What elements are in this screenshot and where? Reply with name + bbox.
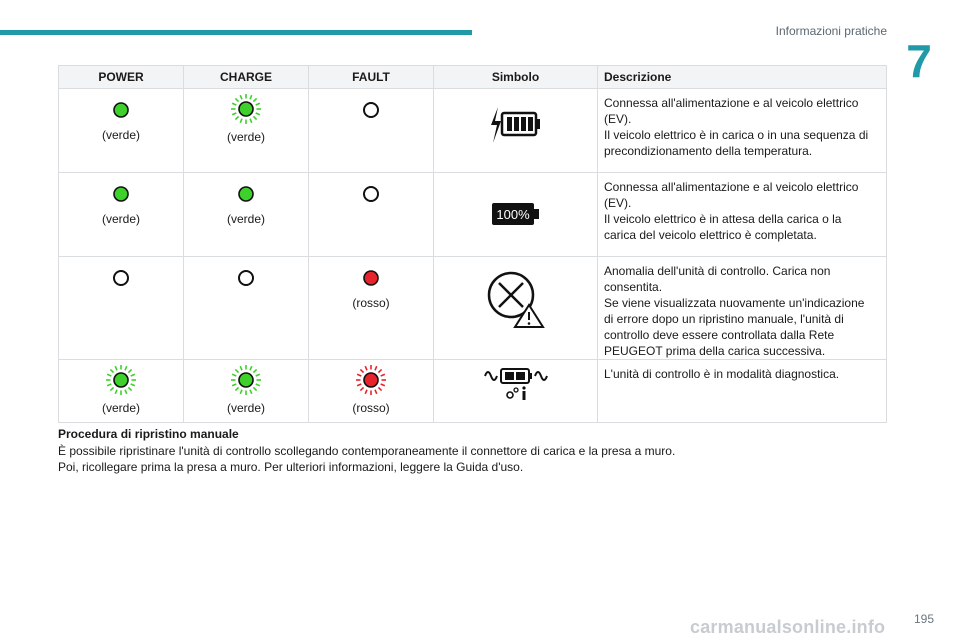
description-line: PEUGEOT prima della carica successiva. [604,344,826,358]
column-header-fault: FAULT [309,66,434,89]
battery-full-icon [434,173,597,230]
charge-led-label: (verde) [226,401,265,415]
description-text [604,263,878,359]
section-title: Informazioni pratiche [775,24,887,38]
description-line: Il veicolo elettrico è in carica o in una sequenza di [604,128,869,142]
description-text [604,179,878,243]
procedure-line: È possibile ripristinare l'unità di controllo scollegando contemporaneamente il connettore di carica e la presa a muro. [58,444,676,458]
charge-led-icon [230,364,262,399]
description-line: L'unità di controllo è in modalità diagnostica. [604,367,840,381]
charge-cell [184,257,309,360]
power-led-icon [105,364,137,399]
power-cell [59,173,184,257]
watermark: carmanualsonline.info [690,617,886,637]
battery-charging-icon [434,89,597,148]
power-led-label: (verde) [101,401,140,415]
charge-led-icon [237,185,255,206]
fault-led-icon [362,269,380,290]
led-status-table [58,65,887,423]
description-cell [598,360,887,423]
column-header-power: POWER [59,66,184,89]
procedure-title: Procedura di ripristino manuale [58,427,239,441]
description-line: carica del veicolo elettrico è completata. [604,228,817,242]
description-line: (EV). [604,112,632,126]
charge-cell [184,89,309,173]
column-header-charge: CHARGE [184,66,309,89]
fault-led-icon [362,101,380,122]
power-led-icon [112,269,130,290]
description-cell [598,173,887,257]
fault-led-label: (rosso) [352,401,390,415]
description-line: (EV). [604,196,632,210]
description-cell [598,89,887,173]
description-line: Il veicolo elettrico è in attesa della carica o la [604,212,842,226]
symbol-cell [434,173,598,257]
procedure-text [58,443,898,475]
table-header-row [59,66,887,89]
fault-led-icon [355,364,387,399]
table-row [59,257,887,360]
charge-cell [184,360,309,423]
power-cell [59,257,184,360]
power-cell [59,89,184,173]
fault-cell [309,173,434,257]
column-header-description: Descrizione [598,66,887,89]
description-line: Connessa all'alimentazione e al veicolo elettrico [604,180,859,194]
charge-led-icon [230,93,262,128]
table-row [59,173,887,257]
description-line: Se viene visualizzata nuovamente un'indicazione [604,296,865,310]
description-line: consentita. [604,280,663,294]
power-cell [59,360,184,423]
description-cell [598,257,887,360]
description-text [604,95,878,159]
charge-led-label: (verde) [226,130,265,144]
power-led-icon [112,185,130,206]
symbol-cell [434,257,598,360]
svg-text:100%: 100% [495,207,530,222]
power-led-label: (verde) [101,212,140,226]
top-accent-bar [0,30,472,35]
chapter-number: 7 [906,35,932,87]
description-line: Connessa all'alimentazione e al veicolo elettrico [604,96,859,110]
charge-led-label: (verde) [226,212,265,226]
description-line: di errore dopo un ripristino manuale, l'unità di [604,312,844,326]
power-led-icon [112,101,130,122]
table-row [59,360,887,423]
fault-cell [309,257,434,360]
description-line: precondizionamento della temperatura. [604,144,813,158]
fault-led-label: (rosso) [352,296,390,310]
column-header-symbol: Simbolo [434,66,598,89]
description-text [604,366,878,382]
page-number: 195 [913,612,934,626]
diagnostic-icon [434,360,597,405]
fault-cell [309,89,434,173]
table-row [59,89,887,173]
charge-cell [184,173,309,257]
procedure-line: Poi, ricollegare prima la presa a muro. Per ulteriori informazioni, leggere la Guida d'uso. [58,460,524,474]
description-line: Anomalia dell'unità di controllo. Carica non [604,264,831,278]
fault-warning-icon [434,257,597,334]
symbol-cell [434,89,598,173]
description-line: controllo deve essere controllata dalla Rete [604,328,835,342]
fault-led-icon [362,185,380,206]
charge-led-icon [237,269,255,290]
fault-cell [309,360,434,423]
power-led-label: (verde) [101,128,140,142]
symbol-cell [434,360,598,423]
